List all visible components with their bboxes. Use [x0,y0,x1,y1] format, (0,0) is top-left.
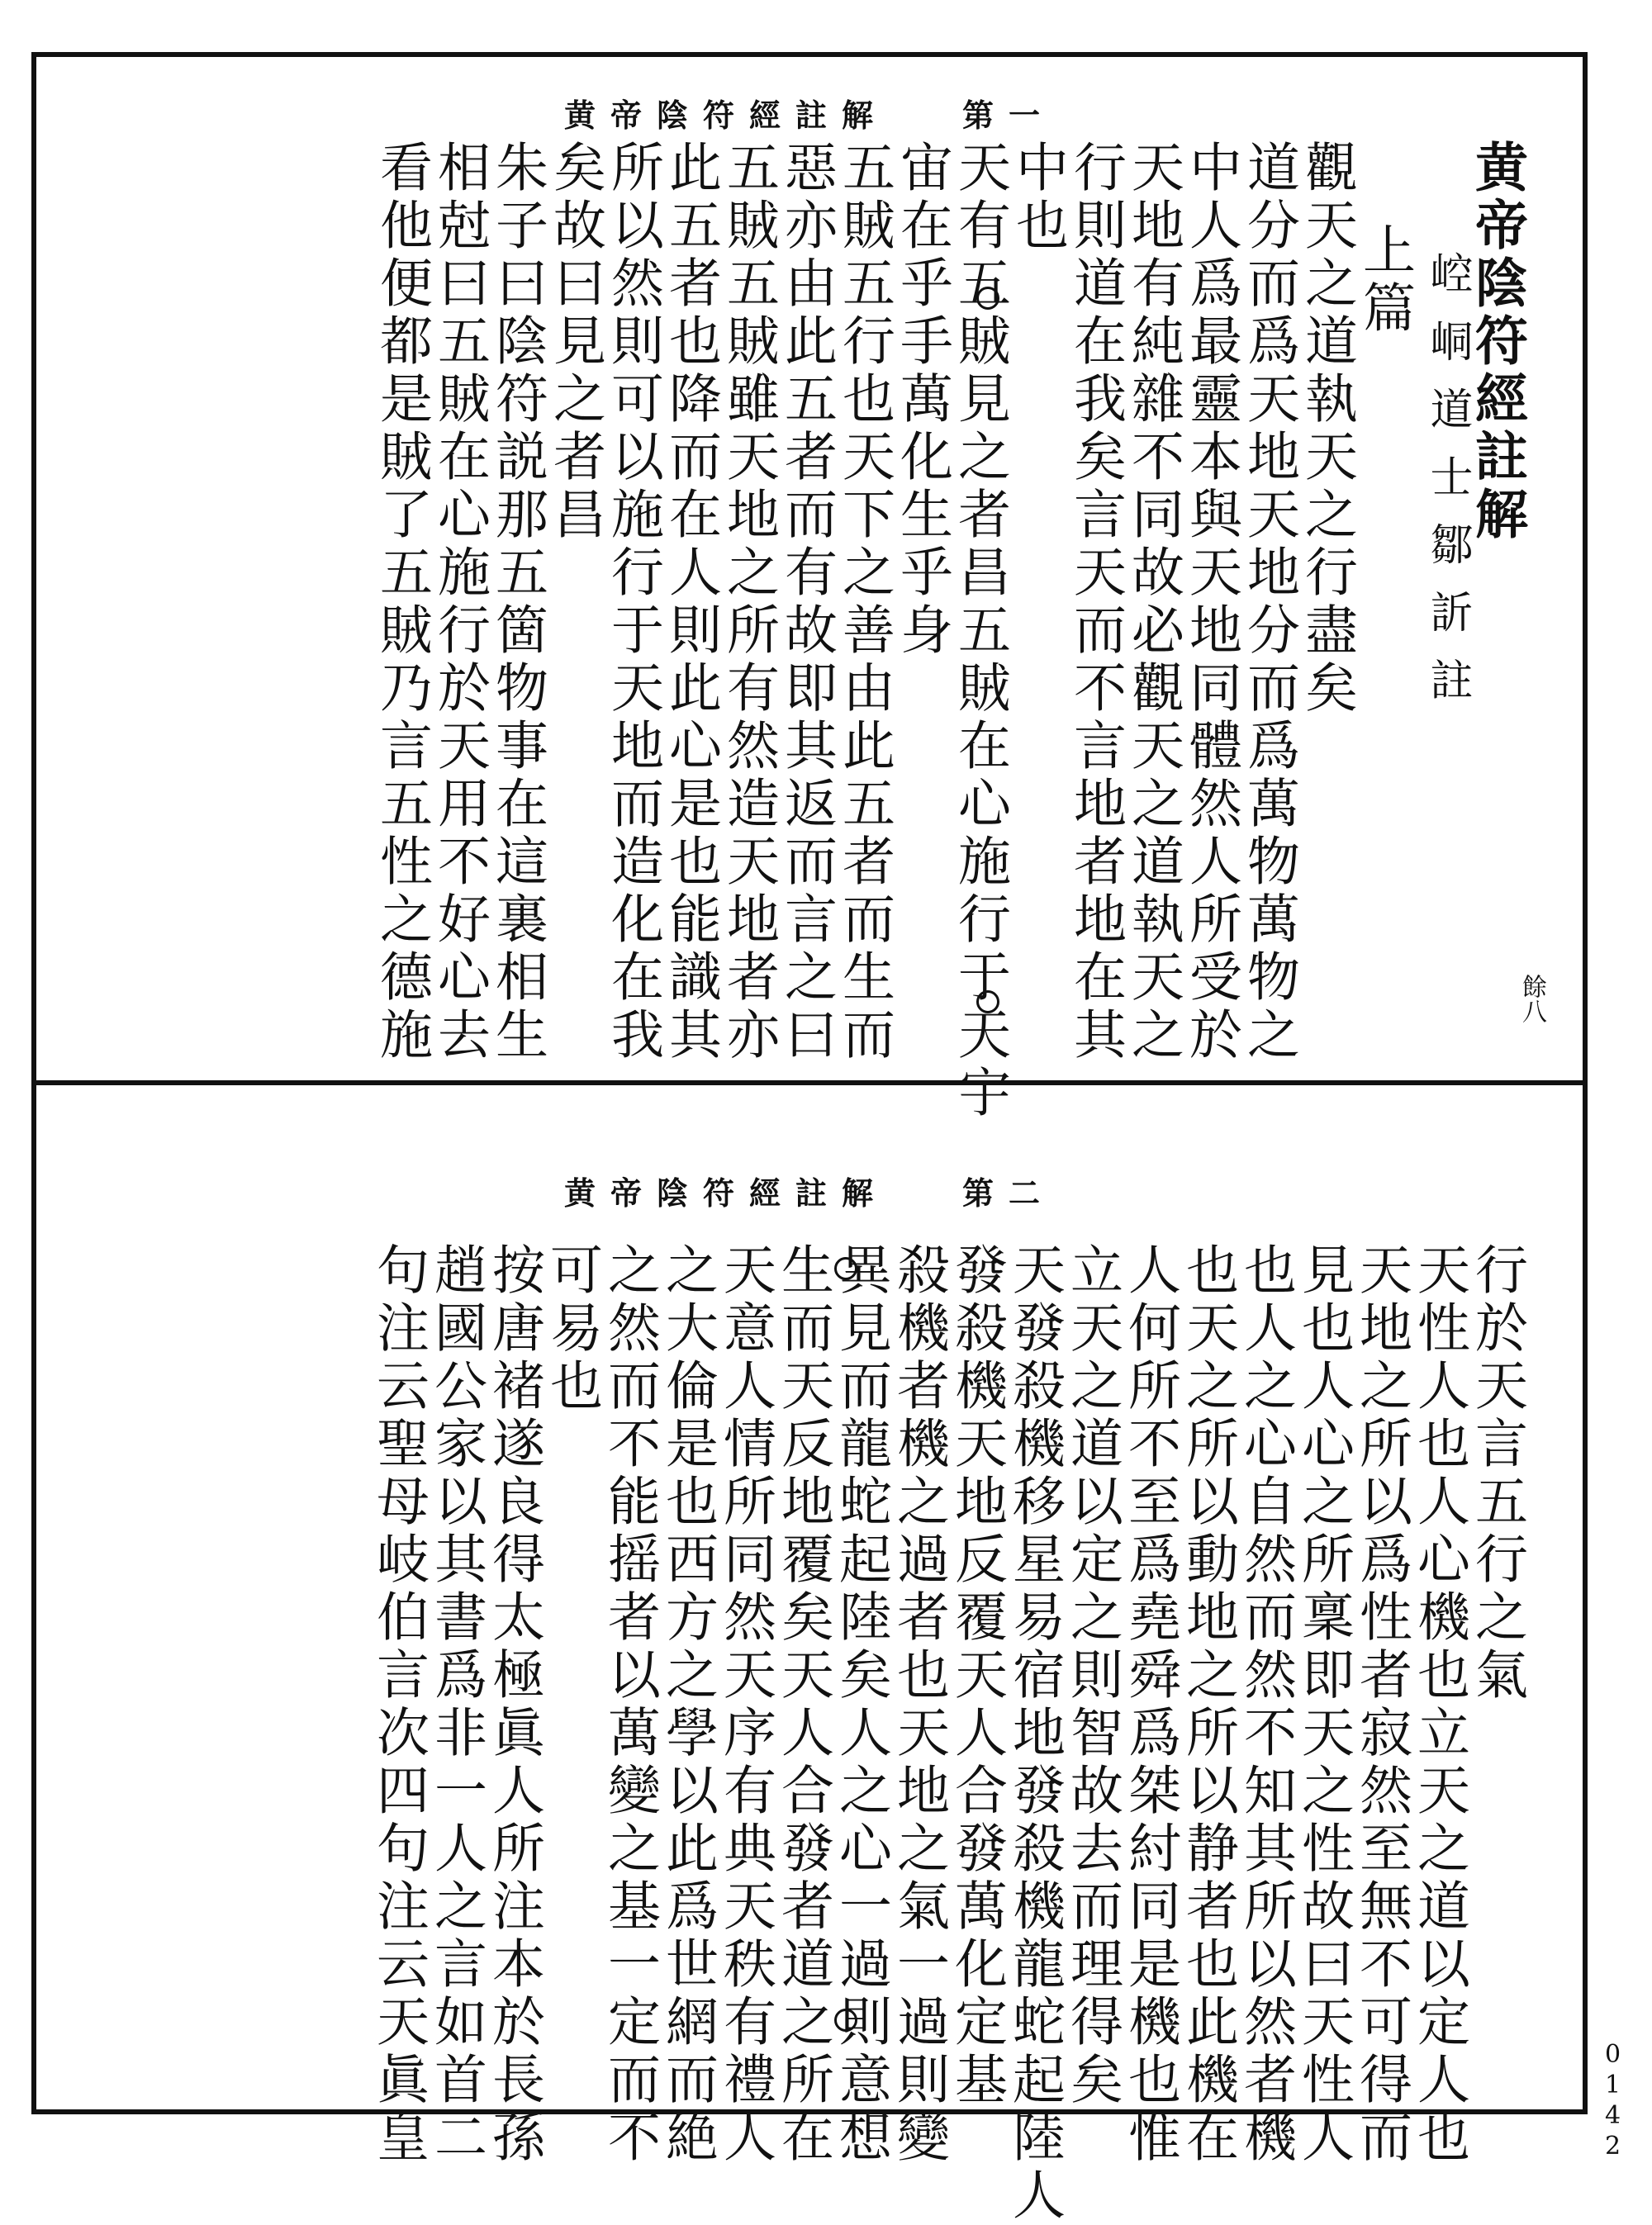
circle-mark [834,2009,857,2032]
text-column: 惡亦由此五者而有故即其返而言之曰 [776,140,837,1065]
text-column: 見也人心之所稟即天之性故曰天性人 [1293,1242,1354,2167]
text-column: 朱子曰陰符説那五箇物事在這裏相生 [487,140,548,1065]
text-column: 看他便都是賊了五賊乃言五性之德施 [371,140,432,1065]
text-column: 所以然則可以施行于天地而造化在我 [602,140,663,1065]
author-line: 崆峒道士鄒訢註 [1422,251,1472,725]
text-column: 行於天言五行之氣 [1466,1242,1527,1705]
text-column: 生而天反地覆矣天人合發者道之所在 [772,1242,833,2167]
text-column: 按唐褚遂良得太極眞人所注本於長孫 [483,1242,544,2167]
text-column: 中也 [1007,140,1068,255]
header-section: 第一 [962,97,1056,134]
text-column: 五賊五行也天下之善由此五者而生而 [833,140,895,1065]
page-number: 0142 [1598,2040,1627,2162]
text-column: 之然而不能摇者以萬變之基一定而不 [599,1242,660,2167]
top-page-header [36,90,1583,135]
text-column: 立天之道以定之則智故去而理得矣 [1061,1242,1123,2109]
text-column: 天地之所以爲性者寂然至無不可得而 [1351,1242,1412,2167]
text-column: 天意人情所同然天序有典天秩有禮人 [714,1242,776,2167]
text-column: 天發殺機移星易宿地發殺機龍蛇起陸人 [1004,1242,1065,2225]
text-column: 行則道在我矣言天而不言地者地在其 [1065,140,1126,1065]
text-column: 此五者也降而在人則此心是也能識其 [660,140,721,1065]
text-column: 相尅曰五賊在心施行於天用不好心去 [429,140,490,1065]
text-column: 異見而龍蛇起陸矣人之心一過則意想 [830,1242,891,2167]
text-column: 句注云聖母岐伯言次四句注云天眞皇 [368,1242,429,2167]
text-column: 之大倫是也西方之學以此爲世網而絶 [657,1242,718,2167]
text-column: 也天之所以動地之所以静者也此機在 [1177,1242,1238,2167]
text-column: 中人爲最靈本與天地同體然人所受於 [1180,140,1241,1065]
text-column: 五賊五賊雖天地之所有然造天地者亦 [718,140,779,1065]
margin-note: 餘八 [1517,974,1546,1023]
text-column: 殺機者機之過者也天地之氣一過則變 [888,1242,949,2167]
text-column: 矣故曰見之者昌 [544,140,605,544]
book-title: 黄帝陰符經註解 [1466,140,1528,544]
text-column: 可易也 [541,1242,602,1416]
text-column: 也人之心自然而然不知其所以然者機 [1235,1242,1296,2167]
header-title: 黄帝陰符經註解 [563,97,888,134]
circle-mark [976,287,999,310]
header-section: 第二 [962,1174,1056,1212]
text-column: 宙在乎手萬化生乎身 [891,140,952,660]
bottom-page-header [36,1168,1583,1213]
text-column: 發殺機天地反覆天人合發萬化定基 [946,1242,1007,2109]
text-column: 趙國公家以其書爲非一人之言如首二 [425,1242,487,2167]
text-column: 人何所不至爲堯舜爲桀紂同是機也惟 [1119,1242,1180,2167]
bottom-page [36,1085,1583,2225]
circle-mark [834,1257,857,1280]
circle-mark [976,990,999,1013]
section-heading: 上篇 [1354,222,1415,338]
text-column: 天有五賊見之者昌五賊在心施行于天宇 [949,140,1010,1122]
header-title: 黄帝陰符經註解 [563,1174,888,1212]
text-column: 天地有純雜不同故必觀天之道執天之 [1123,140,1184,1065]
top-page [36,57,1583,1122]
text-column: 天性人也人心機也立天之道以定人也 [1408,1242,1469,2167]
text-column: 道分而爲天地天地分而爲萬物萬物之 [1238,140,1299,1065]
text-column: 觀天之道執天之行盡矣 [1296,140,1357,718]
